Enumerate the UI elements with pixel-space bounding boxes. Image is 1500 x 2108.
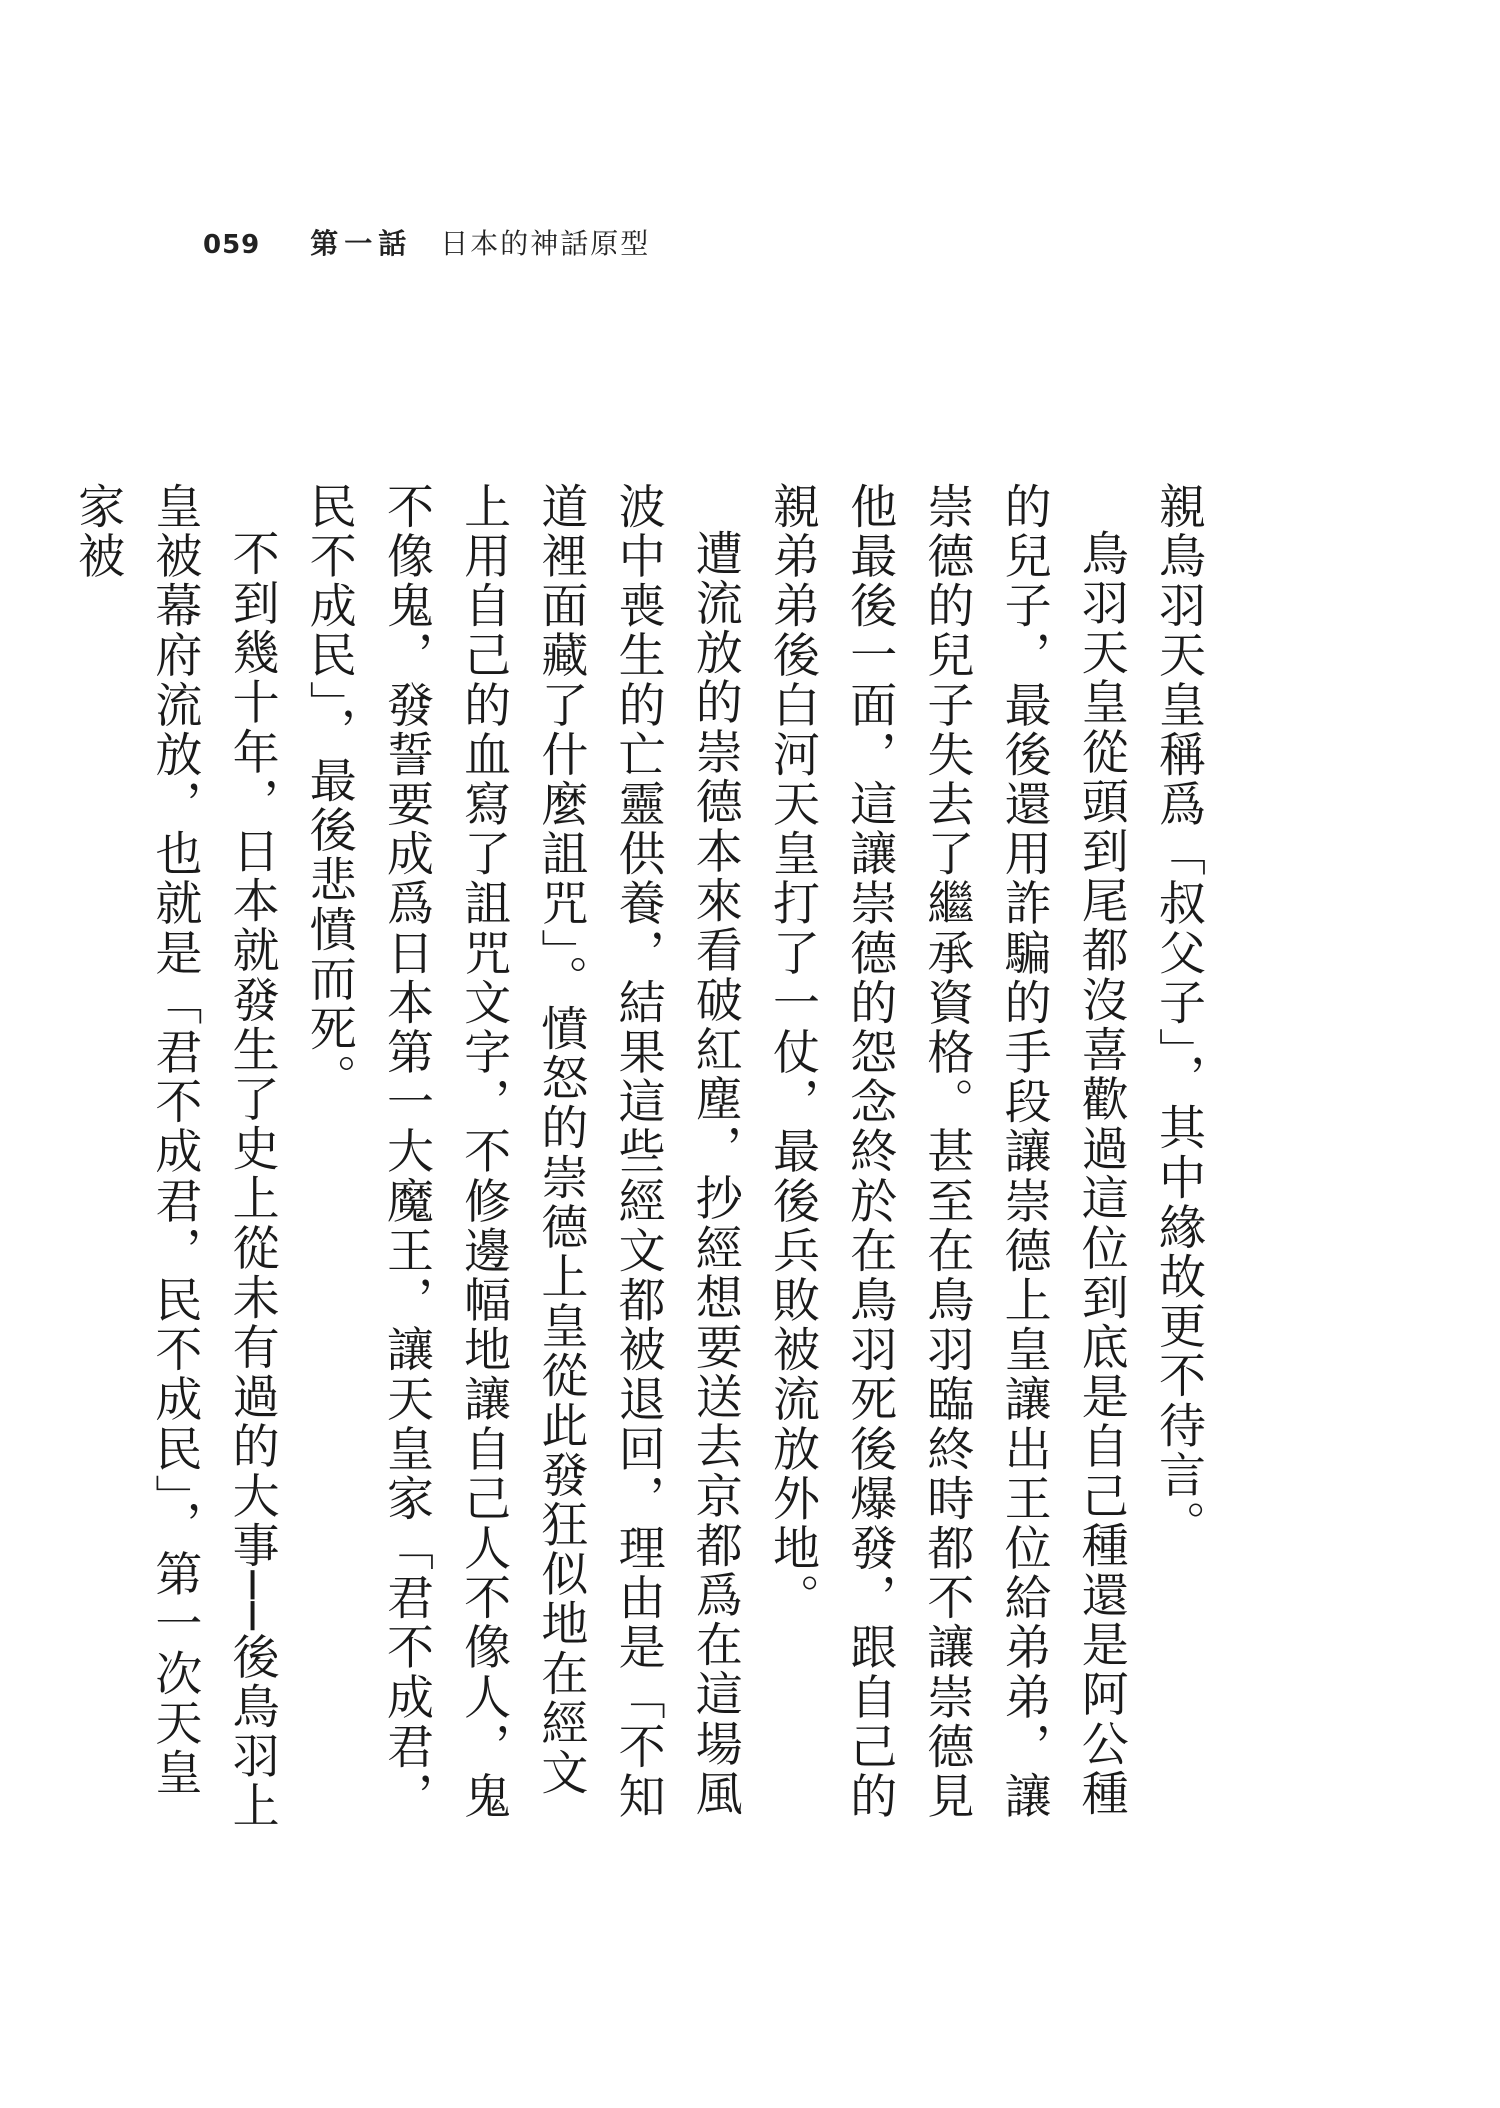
vertical-body-text — [59, 482, 1217, 1837]
paragraph: 遭流放的崇德本來看破紅塵，抄經想要送去京都爲在這場風波中喪生的亡靈供養，結果這些經文都被退回，理由是「不知道裡面藏了什麼詛咒」。憤怒的崇德上皇從此發狂似地在經文上用自己的血寫了詛咒文字，不修邊幅地讓自己人不像人，鬼不像鬼，發誓要成爲日本第一大魔王，讓天皇家「君不成君，民不成民」，最後悲憤而死。 — [301, 482, 743, 1822]
page-number: 059 — [203, 230, 261, 260]
paragraph: 不到幾十年，日本就發生了史上從未有過的大事──後鳥羽上皇被幕府流放，也就是「君不成君，民不成民」，第一次天皇家被 — [70, 482, 280, 1831]
paragraph-continuation: 親鳥羽天皇稱爲「叔父子」，其中緣故更不待言。 — [1151, 482, 1206, 1550]
paragraph: 鳥羽天皇從頭到尾都沒喜歡過這位到底是自己種還是阿公種的兒子，最後還用詐騙的手段讓崇德上皇讓出王位給弟弟，讓崇德的兒子失去了繼承資格。甚至在鳥羽臨終時都不讓崇德見他最後一面，這讓崇德的怨念終於在鳥羽死後爆發，跟自己的親弟弟後白河天皇打了一仗，最後兵敗被流放外地。 — [764, 482, 1129, 1822]
chapter-title: 日本的神話原型 — [440, 227, 651, 260]
running-header — [203, 222, 650, 258]
chapter-label: 第一話 — [310, 227, 413, 260]
